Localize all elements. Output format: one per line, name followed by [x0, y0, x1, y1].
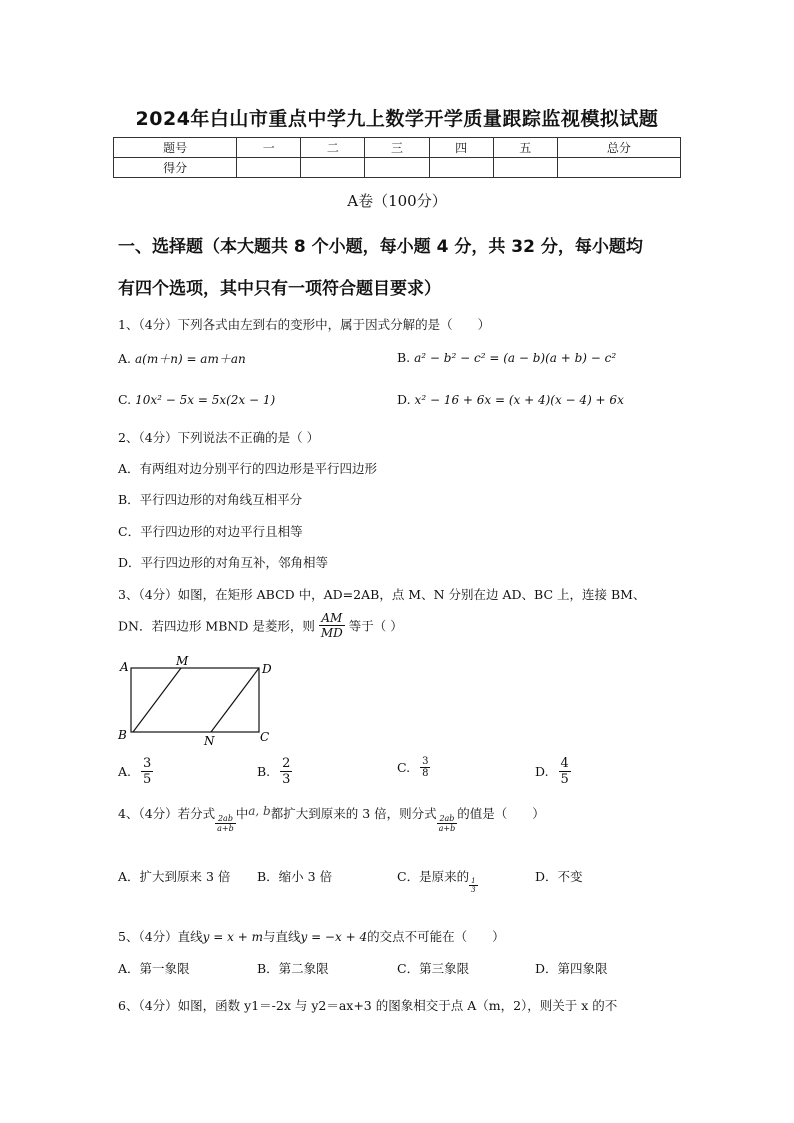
section1-heading-line2: 有四个选项，其中只有一项符合题目要求） [118, 279, 441, 299]
score-header-cell: 五 [493, 138, 557, 158]
q4-fraction-2ab [215, 814, 236, 833]
q3-fraction-am-md [319, 611, 345, 640]
score-cell [493, 158, 557, 178]
score-header-cell: 三 [365, 138, 429, 158]
q5-stem-text-c: 的交点不可能在（ ） [367, 929, 505, 944]
q5-option-d: D．第四象限 [535, 961, 608, 976]
fraction-numerator: 2ab [215, 814, 236, 824]
q5-option-b: B．第二象限 [257, 961, 329, 976]
q3-rectangle-figure [112, 655, 282, 750]
q4-option-c-fraction [469, 877, 477, 894]
fraction-numerator: 3 [143, 756, 152, 771]
fraction-numerator: 1 [471, 877, 476, 885]
q1-option-d-label: D. [397, 392, 411, 407]
fraction-numerator: 2 [282, 756, 291, 771]
fraction-denominator: 8 [422, 768, 429, 779]
fraction-denominator: 3 [282, 772, 291, 787]
q1-option-b [397, 350, 616, 365]
q1-option-c-text: 10x² − 5x = 5x(2x − 1) [135, 393, 276, 407]
score-cell [557, 158, 680, 178]
score-table-score-row [114, 158, 681, 178]
q1-option-b-label: B. [397, 350, 411, 365]
fraction-numerator: 3 [422, 756, 429, 767]
score-row-label: 得分 [114, 158, 237, 178]
q3-option-c-label: C. [397, 760, 411, 775]
segment-bm [133, 668, 181, 732]
q3-option-b [257, 756, 292, 787]
q6-stem: 6、（4分）如图，函数 y1＝-2x 与 y2＝ax+3 的图象相交于点 A（m，2），则关于 x 的不 [118, 998, 618, 1013]
q3-stem-text-a: DN．若四边形 MBND 是菱形，则 [118, 618, 315, 634]
q3-option-b-fraction [280, 756, 292, 787]
fraction-denominator: 5 [143, 772, 152, 787]
segment-dn [211, 668, 259, 732]
score-header-cell: 总分 [557, 138, 680, 158]
q4-stem [118, 804, 545, 833]
vertex-label-n: N [204, 734, 215, 748]
q3-option-a-fraction [141, 756, 153, 787]
q2-option-a: A．有两组对边分别平行的四边形是平行四边形 [118, 461, 378, 476]
section-a-heading: A卷（100分） [347, 192, 447, 210]
q5-stem-text-a: 5、（4分）直线 [118, 929, 203, 944]
q4-option-c [397, 867, 478, 894]
q3-fraction-numerator: AM [319, 611, 345, 626]
fraction-denominator: 3 [471, 886, 476, 894]
q1-option-b-text: a² − b² − c² = (a − b)(a + b) − c² [414, 351, 617, 365]
q4-option-d: D．不变 [535, 869, 583, 884]
q1-option-c-label: C. [118, 392, 132, 407]
q1-option-c [118, 392, 275, 407]
score-header-cell: 一 [237, 138, 301, 158]
score-cell [429, 158, 493, 178]
q4-stem-text-c: 都扩大到原来的 3 倍，则分式 [270, 806, 437, 821]
q3-option-d [535, 756, 571, 787]
score-header-cell: 四 [429, 138, 493, 158]
q4-option-a: A．扩大到原来 3 倍 [118, 869, 231, 884]
q3-option-b-label: B. [257, 764, 271, 779]
vertex-label-c: C [260, 730, 270, 744]
q2-option-d: D．平行四边形的对角互补，邻角相等 [118, 555, 329, 570]
q3-stem-text-b: 等于（ ） [348, 618, 403, 634]
vertex-label-a: A [120, 660, 129, 674]
q1-option-a [118, 350, 246, 367]
q5-option-c: C．第三象限 [397, 961, 470, 976]
q3-option-a-label: A. [118, 764, 132, 779]
q2-stem: 2、（4分）下列说法不正确的是（ ） [118, 430, 320, 445]
q4-variables: a, b [248, 804, 271, 818]
q3-option-d-label: D. [535, 764, 549, 779]
q2-option-b: B．平行四边形的对角线互相平分 [118, 492, 303, 507]
q4-stem-text-a: 4、（4分）若分式 [118, 806, 216, 821]
q1-option-d-text: x² − 16 + 6x = (x + 4)(x − 4) + 6x [414, 393, 624, 407]
q5-stem-text-b: 与直线 [262, 929, 301, 944]
score-header-cell: 题号 [114, 138, 237, 158]
score-cell [301, 158, 365, 178]
q4-option-c-text: C．是原来的 [397, 869, 470, 884]
score-cell [237, 158, 301, 178]
q2-option-c: C．平行四边形的对边平行且相等 [118, 524, 303, 539]
q5-option-a: A．第一象限 [118, 961, 190, 976]
score-table-header-row [114, 138, 681, 158]
q3-option-c-fraction [420, 756, 430, 779]
q4-stem-text-d: 的值是（ ） [457, 806, 545, 821]
q1-option-d [397, 392, 624, 407]
q1-option-a-text: a(m＋n) = am＋an [135, 352, 246, 366]
vertex-label-b: B [118, 728, 127, 742]
q4-stem-text-b: 中 [235, 806, 249, 821]
q1-option-a-label: A. [118, 351, 132, 366]
section1-heading-line1: 一、选择题（本大题共 8 个小题，每小题 4 分，共 32 分，每小题均 [118, 237, 643, 257]
q4-option-b: B．缩小 3 倍 [257, 869, 333, 884]
q3-option-c [397, 756, 430, 779]
q4-fraction-2ab-repeat [437, 814, 458, 833]
vertex-label-m: M [176, 655, 189, 668]
fraction-denominator: 5 [560, 772, 569, 787]
q3-option-d-fraction [559, 756, 571, 787]
q3-stem-line1: 3、（4分）如图，在矩形 ABCD 中，AD=2AB，点 M、N 分别在边 AD、BC 上，连接 BM、 [118, 587, 646, 602]
score-cell [365, 158, 429, 178]
score-table [113, 137, 681, 178]
q1-stem: 1、（4分）下列各式由左到右的变形中，属于因式分解的是（ ） [118, 317, 491, 332]
q5-stem [118, 927, 505, 945]
q3-fraction-denominator: MD [320, 626, 343, 640]
q3-option-a [118, 756, 153, 787]
q5-equation-1: y = x + m [202, 930, 263, 944]
q5-equation-2: y = −x + 4 [300, 930, 368, 944]
fraction-numerator: 2ab [437, 814, 458, 824]
vertex-label-d: D [262, 662, 272, 676]
fraction-denominator: a+b [217, 824, 234, 833]
rectangle-abcd [131, 668, 259, 732]
fraction-denominator: a+b [438, 824, 456, 833]
page-title: 2024年白山市重点中学九上数学开学质量跟踪监视模拟试题 [135, 108, 659, 130]
score-header-cell: 二 [301, 138, 365, 158]
fraction-numerator: 4 [560, 756, 569, 771]
q3-stem-line2 [118, 611, 403, 640]
